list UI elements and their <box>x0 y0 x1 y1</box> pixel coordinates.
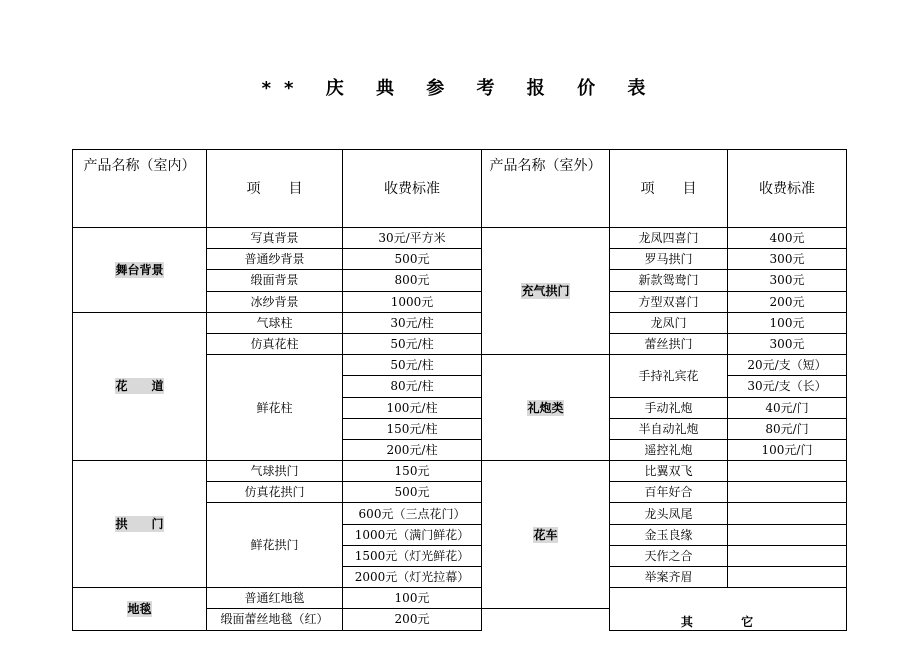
price-cell <box>728 567 847 588</box>
item-cell: 半自动礼炮 <box>610 418 728 439</box>
item-cell: 仿真花柱 <box>207 333 343 354</box>
price-cell: 30元/柱 <box>343 312 482 333</box>
price-cell <box>728 545 847 566</box>
table-row <box>73 588 847 609</box>
price-cell: 2000元（灯光拉幕） <box>343 567 482 588</box>
price-cell: 20元/支（短） <box>728 355 847 376</box>
price-table <box>72 149 847 631</box>
item-cell: 手动礼炮 <box>610 397 728 418</box>
item-cell: 鲜花柱 <box>207 355 343 461</box>
price-cell: 600元（三点花门） <box>343 503 482 524</box>
price-cell: 500元 <box>343 482 482 503</box>
price-cell <box>728 503 847 524</box>
item-cell: 气球拱门 <box>207 461 343 482</box>
item-cell: 天作之合 <box>610 545 728 566</box>
table-row <box>73 228 847 249</box>
price-cell: 300元 <box>728 249 847 270</box>
item-cell: 冰纱背景 <box>207 291 343 312</box>
item-cell: 百年好合 <box>610 482 728 503</box>
item-cell: 龙凤门 <box>610 312 728 333</box>
item-cell: 罗马拱门 <box>610 249 728 270</box>
category-flower-path: 花 道 <box>73 312 207 460</box>
table-row <box>73 461 847 482</box>
price-cell: 500元 <box>343 249 482 270</box>
price-cell: 1000元 <box>343 291 482 312</box>
item-cell: 新款鸳鸯门 <box>610 270 728 291</box>
price-cell: 150元/柱 <box>343 418 482 439</box>
category-stage-background: 舞台背景 <box>73 228 207 313</box>
price-cell: 100元/门 <box>728 439 847 460</box>
category-carpet: 地毯 <box>73 588 207 630</box>
price-cell: 80元/柱 <box>343 376 482 397</box>
item-cell: 鲜花拱门 <box>207 503 343 588</box>
item-cell: 龙头凤尾 <box>610 503 728 524</box>
item-cell: 缎面背景 <box>207 270 343 291</box>
item-cell: 蕾丝拱门 <box>610 333 728 354</box>
price-cell: 200元/柱 <box>343 439 482 460</box>
price-cell: 1000元（满门鲜花） <box>343 524 482 545</box>
page-title: ** 庆 典 参 考 报 价 表 <box>261 78 659 99</box>
price-cell <box>728 524 847 545</box>
item-cell: 仿真花拱门 <box>207 482 343 503</box>
header-indoor-name: 产品名称（室内） <box>73 150 207 228</box>
header-price: 收费标准 <box>343 150 482 228</box>
item-cell: 缎面蕾丝地毯（红） <box>207 609 343 630</box>
item-cell: 方型双喜门 <box>610 291 728 312</box>
item-cell: 普通红地毯 <box>207 588 343 609</box>
category-arch: 拱 门 <box>73 461 207 588</box>
price-cell: 100元 <box>728 312 847 333</box>
price-cell: 300元 <box>728 270 847 291</box>
category-inflatable-arch: 充气拱门 <box>482 228 610 355</box>
price-cell: 80元/门 <box>728 418 847 439</box>
header-item-2: 项 目 <box>610 150 728 228</box>
item-cell: 举案齐眉 <box>610 567 728 588</box>
category-flower-car: 花车 <box>482 461 610 609</box>
item-cell: 遥控礼炮 <box>610 439 728 460</box>
other-label: 其 它 <box>610 588 847 630</box>
item-cell: 普通纱背景 <box>207 249 343 270</box>
price-cell: 100元/柱 <box>343 397 482 418</box>
price-cell <box>728 461 847 482</box>
category-cannon: 礼炮类 <box>482 355 610 461</box>
price-cell: 200元 <box>343 609 482 630</box>
header-row <box>73 150 847 228</box>
price-cell: 300元 <box>728 333 847 354</box>
price-cell: 30元/平方米 <box>343 228 482 249</box>
price-cell: 50元/柱 <box>343 333 482 354</box>
price-cell <box>728 482 847 503</box>
item-cell: 龙凤四喜门 <box>610 228 728 249</box>
header-outdoor-name: 产品名称（室外） <box>482 150 610 228</box>
header-item: 项 目 <box>207 150 343 228</box>
price-cell: 50元/柱 <box>343 355 482 376</box>
header-price-2: 收费标准 <box>728 150 847 228</box>
price-cell: 400元 <box>728 228 847 249</box>
item-cell: 气球柱 <box>207 312 343 333</box>
item-cell: 写真背景 <box>207 228 343 249</box>
price-cell: 800元 <box>343 270 482 291</box>
price-cell: 100元 <box>343 588 482 609</box>
price-cell: 30元/支（长） <box>728 376 847 397</box>
item-cell: 金玉良缘 <box>610 524 728 545</box>
price-cell: 150元 <box>343 461 482 482</box>
item-cell: 比翼双飞 <box>610 461 728 482</box>
item-cell: 手持礼宾花 <box>610 355 728 397</box>
price-cell: 200元 <box>728 291 847 312</box>
price-cell: 1500元（灯光鲜花） <box>343 545 482 566</box>
price-cell: 40元/门 <box>728 397 847 418</box>
table-row <box>73 312 847 333</box>
